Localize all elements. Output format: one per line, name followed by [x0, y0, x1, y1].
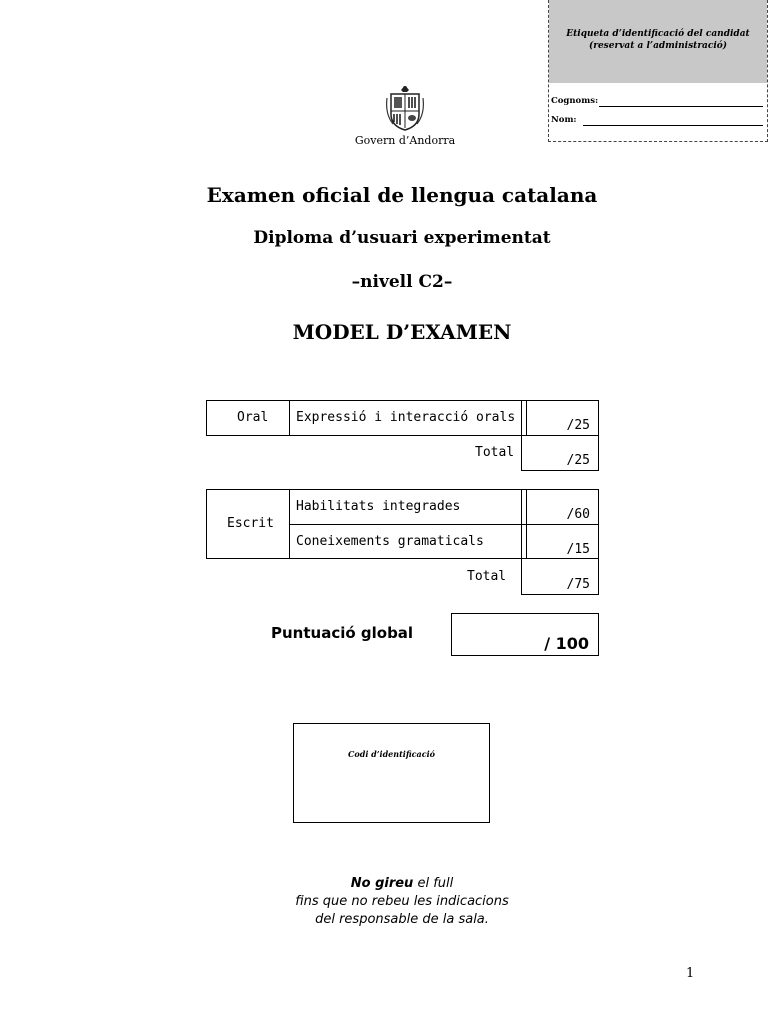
label-line2: (reservat a l’administració) — [588, 41, 728, 51]
oral-section-label: Oral — [237, 410, 269, 425]
note-line1 — [200, 876, 604, 891]
oral-total-score-cell[interactable] — [521, 435, 599, 471]
coat-of-arms-icon — [383, 84, 427, 132]
written-row2-score: /15 — [566, 542, 590, 557]
written-section-label: Escrit — [227, 516, 274, 531]
oral-row-score-cell[interactable] — [521, 400, 599, 436]
global-score-label: Puntuació global — [271, 624, 414, 642]
government-name: Govern d’Andorra — [354, 134, 456, 147]
written-total-label: Total — [467, 569, 507, 584]
written-row1-label: Habilitats integrades — [296, 499, 461, 514]
written-row1-score-cell[interactable] — [521, 489, 599, 525]
surname-line[interactable] — [599, 97, 763, 107]
candidate-label-box — [548, 0, 768, 142]
written-row1-label-cell — [289, 489, 527, 525]
global-score-box[interactable] — [451, 613, 599, 656]
surname-label: Cognoms: — [551, 96, 599, 106]
exam-title: Examen oficial de llengua catalana — [206, 183, 598, 207]
model-title: MODEL D’EXAMEN — [292, 320, 512, 344]
written-row1-score: /60 — [566, 507, 590, 522]
oral-section-cell — [206, 400, 290, 436]
written-total-score-cell[interactable] — [521, 558, 599, 595]
written-row2-score-cell[interactable] — [521, 524, 599, 559]
name-line[interactable] — [583, 116, 763, 126]
note-bold: No gireu — [350, 876, 414, 891]
written-total-score: /75 — [566, 577, 590, 592]
identification-code-label: Codi d’identificació — [348, 749, 435, 759]
label-title — [549, 28, 767, 52]
page-number: 1 — [686, 966, 695, 981]
oral-row-score: /25 — [566, 418, 590, 433]
note-line2: fins que no rebeu les indicacions — [295, 894, 509, 909]
note-line3: del responsable de la sala. — [315, 912, 489, 927]
global-score-value: / 100 — [544, 634, 589, 653]
oral-total-label: Total — [475, 445, 515, 460]
level-title: –nivell C2– — [351, 272, 453, 292]
identification-code-box[interactable] — [293, 723, 490, 823]
oral-row-label: Expressió i interacció orals — [296, 410, 516, 425]
written-section-cell — [206, 489, 290, 559]
oral-total-score: /25 — [566, 453, 590, 468]
note-rest: el full — [413, 876, 454, 891]
name-label: Nom: — [551, 115, 577, 125]
written-row2-label: Coneixements gramaticals — [296, 534, 484, 549]
diploma-title: Diploma d’usuari experimentat — [253, 228, 551, 248]
label-line1: Etiqueta d’identificació del candidat — [566, 29, 750, 39]
oral-row-label-cell — [289, 400, 527, 436]
written-row2-label-cell — [289, 524, 527, 559]
